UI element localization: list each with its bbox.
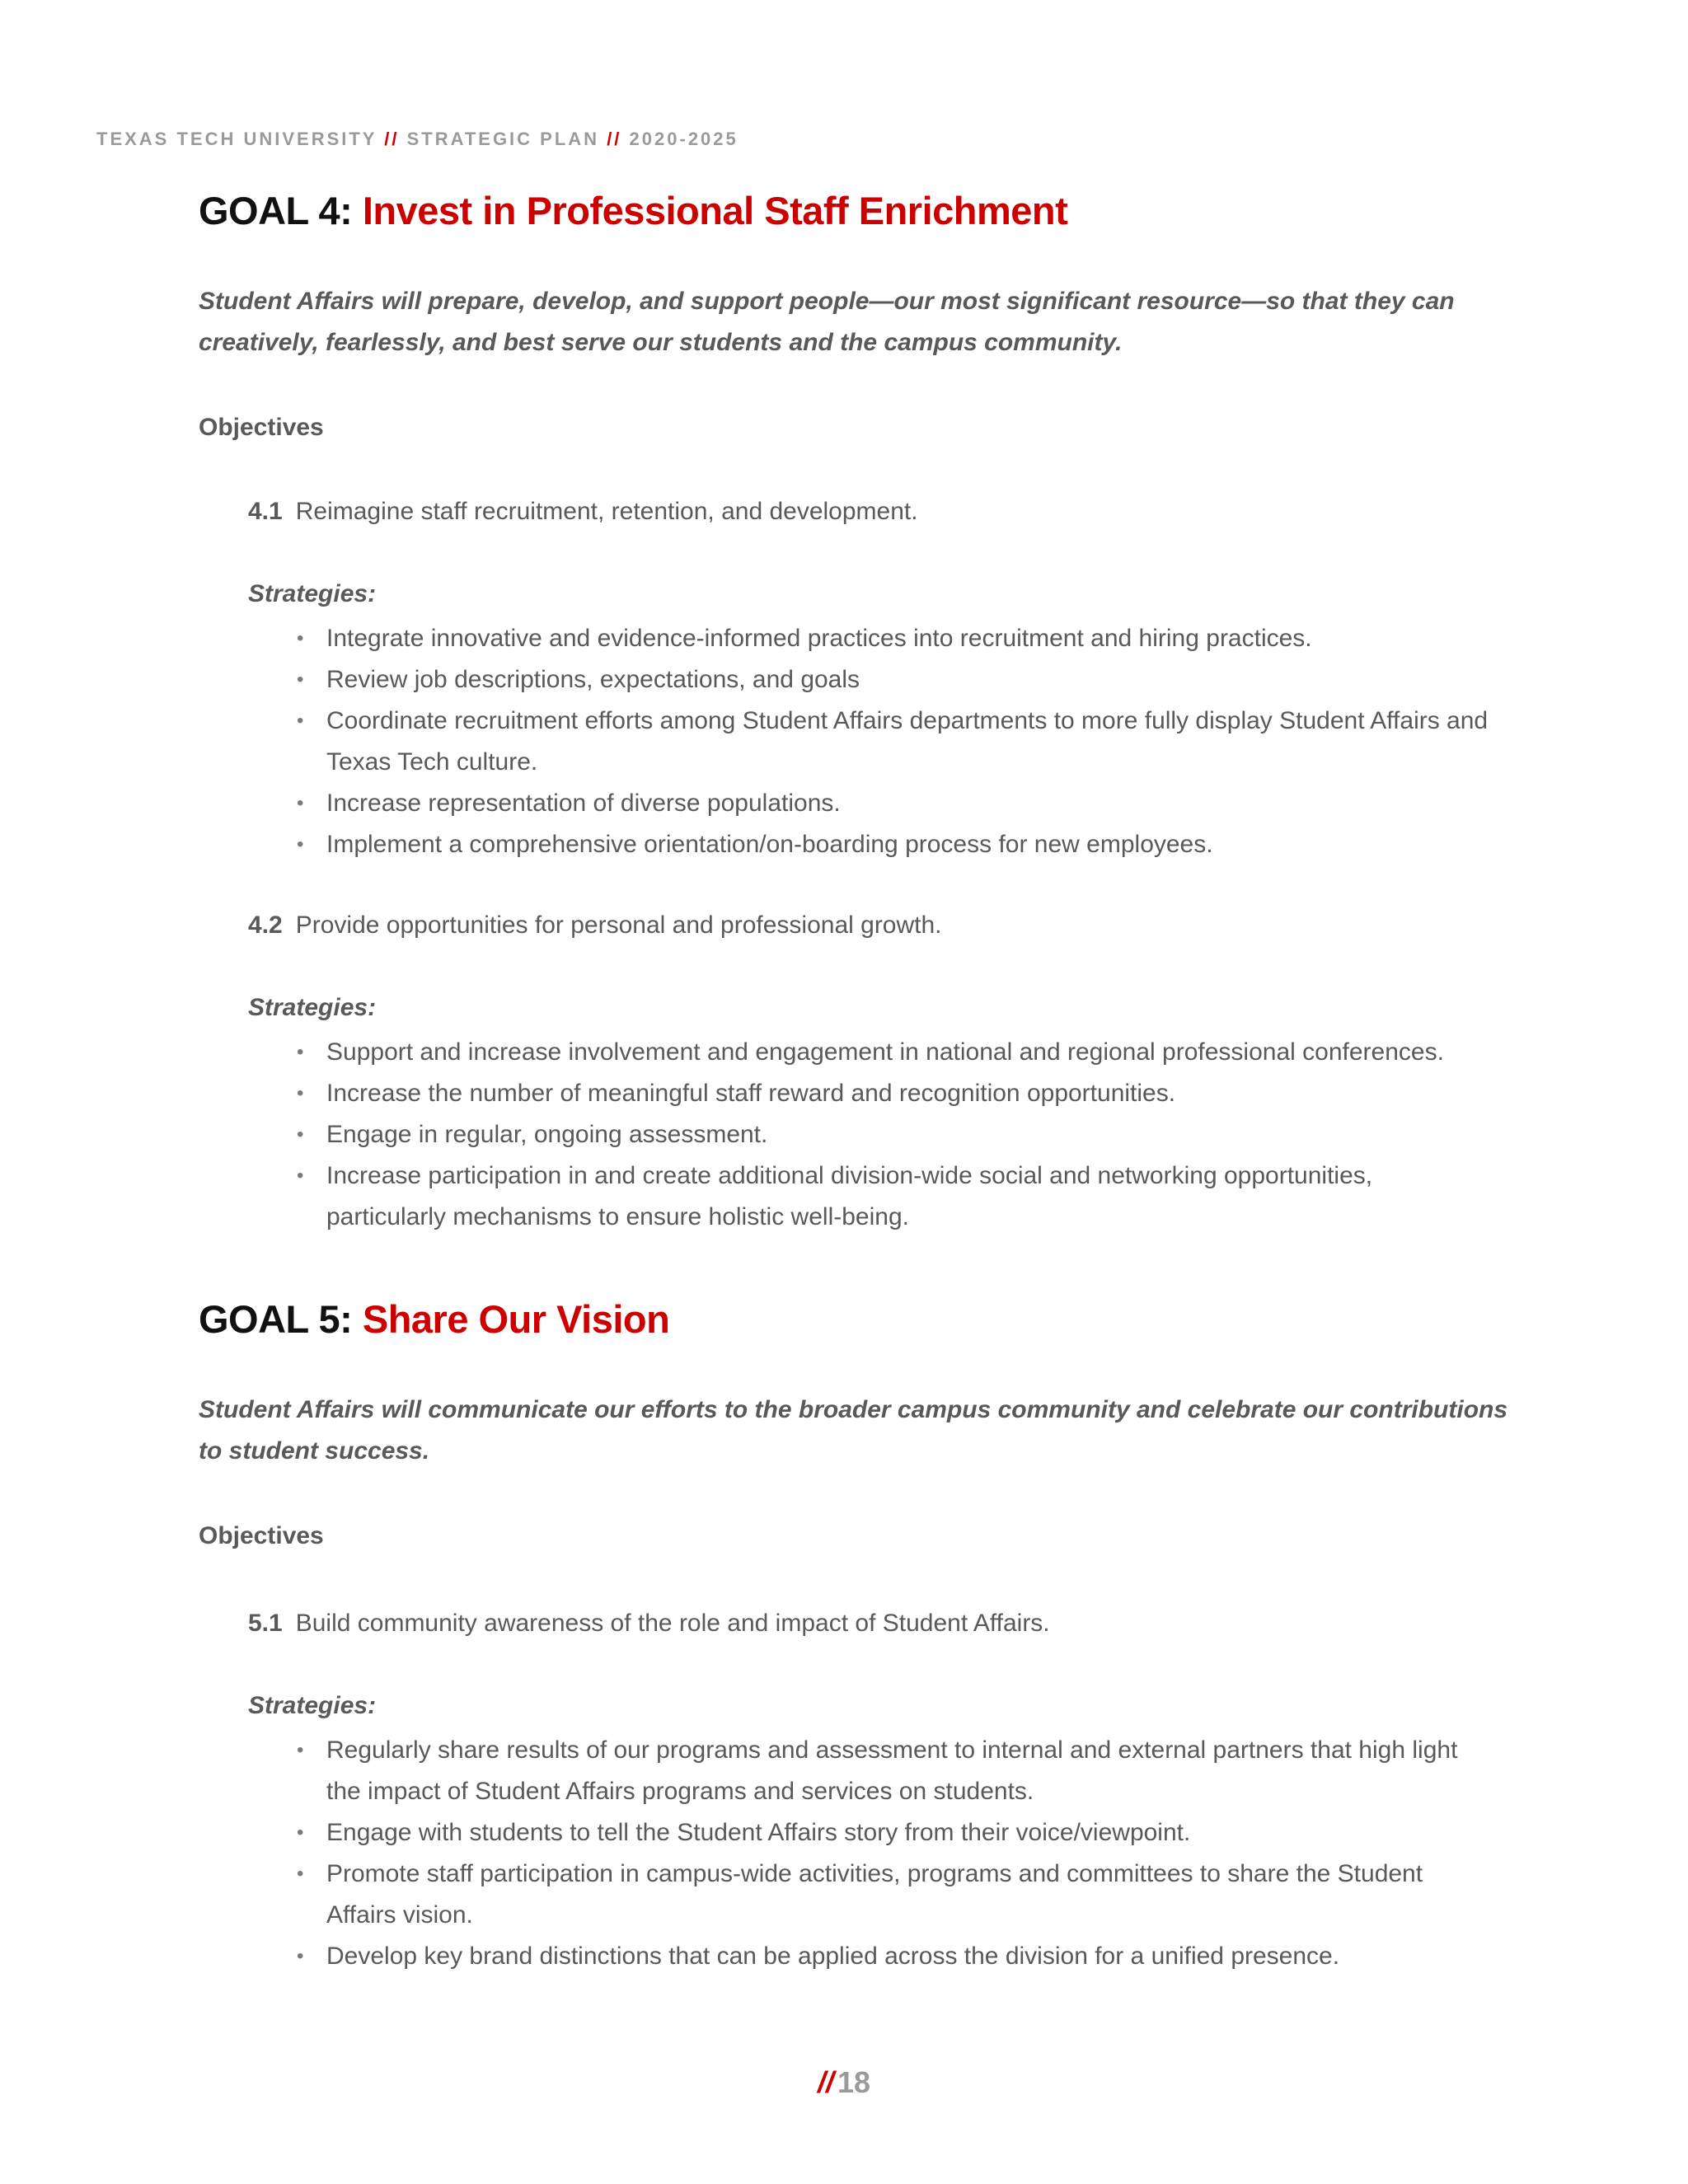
list-item: • Develop key brand distinctions that can be applied across the division for a unified presence. (326, 1936, 1497, 1977)
goal-5-title (199, 1296, 669, 1342)
running-header (96, 129, 738, 150)
list-item: • Engage in regular, ongoing assessment. (326, 1114, 1497, 1155)
goal-4-title (199, 188, 1067, 233)
list-item: • Increase participation in and create additional division-wide social and networking opportunities, particularly mechanisms to ensure holistic well-being. (326, 1155, 1497, 1238)
page-number-value: 18 (837, 2065, 871, 2099)
objective-text: Build community awareness of the role and impact of Student Affairs. (295, 1610, 1050, 1637)
page-number (0, 2065, 1688, 2100)
goal-name: Share Our Vision (362, 1297, 670, 1341)
strategies-heading: Strategies: (248, 994, 377, 1021)
list-item: • Implement a comprehensive orientation/on-boarding process for new employees. (326, 824, 1497, 865)
objective-text: Reimagine staff recruitment, retention, and development. (295, 498, 918, 525)
strategies-heading: Strategies: (248, 1692, 377, 1719)
page-number-separator: // (817, 2065, 834, 2099)
list-item: • Regularly share results of our programs and assessment to internal and external partners that high light the impact of Student Affairs programs and services on students. (326, 1730, 1497, 1812)
objectives-heading: Objectives (199, 1522, 324, 1549)
objective-number: 4.1 (248, 498, 283, 525)
goal-prefix: GOAL 4: (199, 189, 353, 232)
objectives-heading: Objectives (199, 414, 324, 441)
header-separator: // (607, 129, 622, 149)
list-item: • Promote staff participation in campus-wide activities, programs and committees to share the Student Affairs vision. (326, 1854, 1497, 1936)
list-item: • Increase the number of meaningful staff reward and recognition opportunities. (326, 1073, 1497, 1114)
objective-number: 4.2 (248, 912, 283, 939)
list-item: • Coordinate recruitment efforts among Student Affairs departments to more fully display Student Affairs and Texas Tech culture. (326, 701, 1497, 783)
header-document: STRATEGIC PLAN (406, 129, 600, 149)
objective-text: Provide opportunities for personal and professional growth. (295, 912, 942, 939)
strategies-list-5-1 (326, 1730, 1497, 1977)
list-item: • Support and increase involvement and engagement in national and regional professional conferences. (326, 1032, 1497, 1073)
header-institution: TEXAS TECH UNIVERSITY (96, 129, 377, 149)
list-item: • Integrate innovative and evidence-informed practices into recruitment and hiring practices. (326, 618, 1497, 659)
goal-5-description: Student Affairs will communicate our efforts to the broader campus community and celebrate our contributions to student success. (199, 1396, 1508, 1465)
goal-name: Invest in Professional Staff Enrichment (362, 189, 1068, 232)
objective-number: 5.1 (248, 1610, 283, 1637)
objective-4-2 (248, 912, 942, 940)
strategies-list-4-2 (326, 1032, 1497, 1238)
list-item: • Engage with students to tell the Student Affairs story from their voice/viewpoint. (326, 1812, 1497, 1854)
goal-4-description: Student Affairs will prepare, develop, and support people—our most significant resource—so that they can creatively, fearlessly, and best serve our students and the campus community. (199, 288, 1455, 356)
strategies-heading: Strategies: (248, 580, 377, 607)
strategies-list-4-1 (326, 618, 1497, 865)
goal-prefix: GOAL 5: (199, 1297, 353, 1341)
header-years: 2020-2025 (629, 129, 738, 149)
objective-4-1 (248, 498, 918, 526)
objective-5-1 (248, 1610, 1050, 1638)
list-item: • Review job descriptions, expectations, and goals (326, 659, 1497, 701)
list-item: • Increase representation of diverse populations. (326, 783, 1497, 824)
header-separator: // (384, 129, 400, 149)
